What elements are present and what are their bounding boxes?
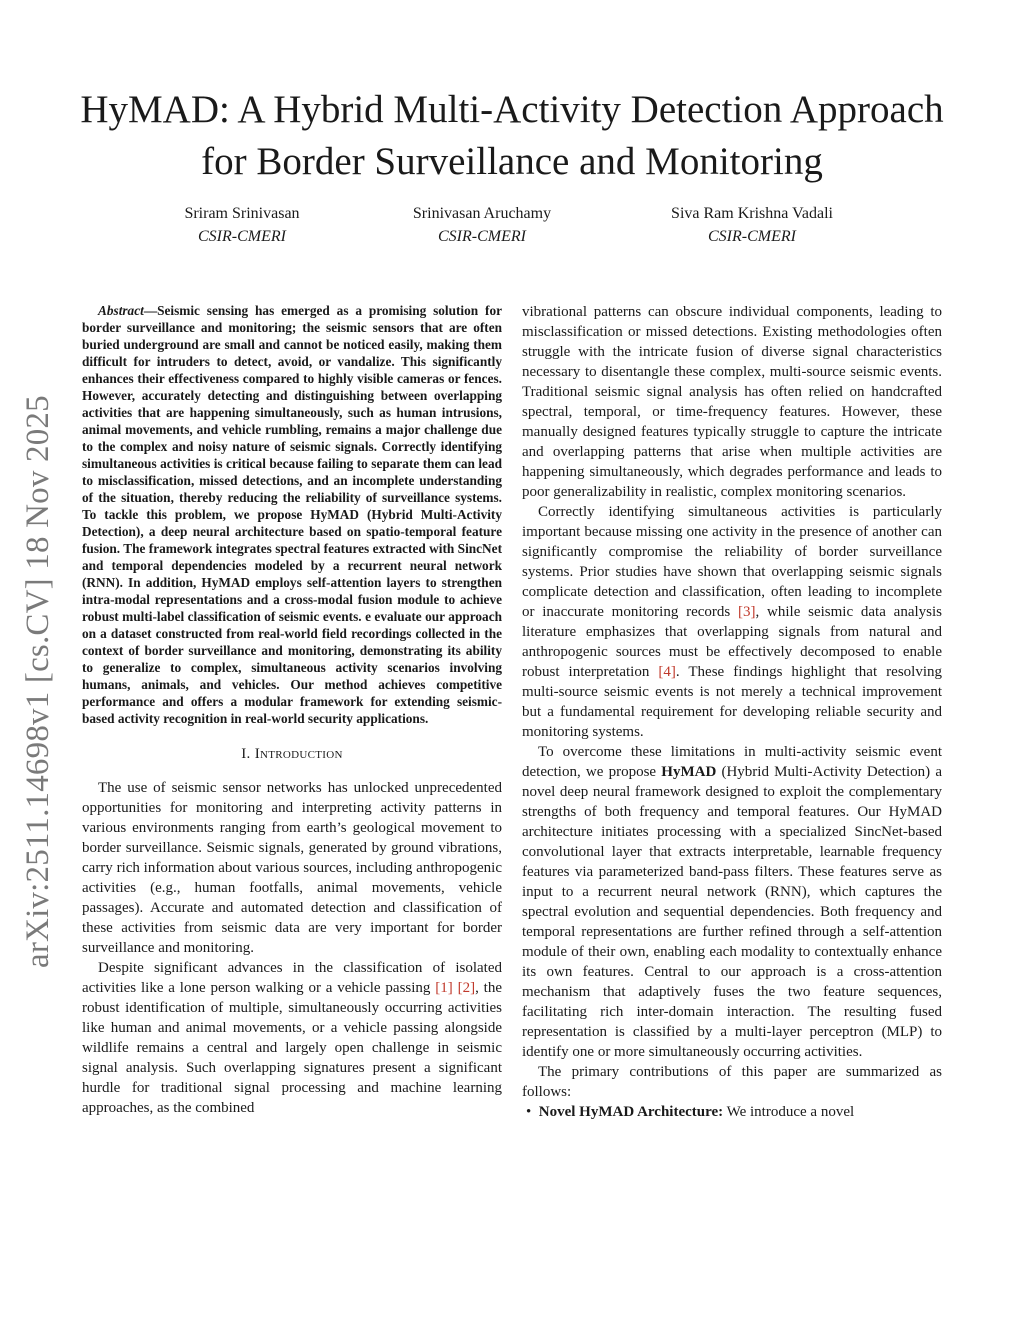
bullet-dot-icon: • <box>526 1104 539 1120</box>
paragraph-text: Despite significant advances in the classification of isolated activities like a lone person walking or a vehicle passing <box>82 960 502 996</box>
section-heading <box>82 744 502 764</box>
author-affiliation: CSIR-CMERI <box>708 228 796 245</box>
abstract-text: —Seismic sensing has emerged as a promising solution for border surveillance and monitoring; the seismic sensors that are often buried underground are small and cannot be noticed easily, making them difficult for intruders to detect, avoid, or vandalize. This significantly enhances their effectiveness compared to highly visible cameras or fences. However, accurately detecting and distinguishing between overlapping activities that are happening simultaneously, such as human intrusions, animal movements, and vehicle rumbling, remains a major challenge due to the complex and noisy nature of seismic signals. Correctly identifying simultaneous activities is critical because failing to separate them can lead to misclassification, missed detections, and an incomplete understanding of the situation, thereby reducing the reliability of surveillance systems. To tackle this problem, we propose HyMAD (Hybrid Multi-Activity Detection), a deep neural architecture based on spatio-temporal feature fusion. The framework integrates spectral features extracted with SincNet and temporal dependencies modeled by a recurrent neural network (RNN). In addition, HyMAD employs self-attention layers to strengthen intra-modal representations and a cross-modal fusion module to achieve robust multi-label classification of seismic events. e evaluate our approach on a dataset constructed from real-world field recordings collected in the context of border surveillance and monitoring, demonstrating its ability to generalize to complex, simultaneous activity scenarios involving humans, animals, and vehicles. Our method achieves competitive performance and offers a modular framework for extending seismic-based activity recognition in real-world security applications. <box>82 303 502 726</box>
intro-paragraph-3: vibrational patterns can obscure individual components, leading to misclassification or missed detections. Existing methodologies often struggle with the intricate fusion of diverse signal characteristics necessary to disentangle these complex, multi-source seismic events. Traditional seismic signal analysis has often relied on handcrafted spectral, temporal, or time-frequency features. However, these manually designed features typically struggle to capture the intricate and overlapping patterns that arise when multiple activities are happening simultaneously, which degrades performance and leads to poor generalizability in realistic, complex monitoring scenarios. <box>522 304 942 500</box>
intro-paragraph-1: The use of seismic sensor networks has unlocked unprecedented opportunities for monitoring and interpreting activity patterns in various environments ranging from earth’s geological movement to border surveillance. Seismic signals, generated by ground vibrations, carry rich information about various sources, including anthropogenic activities (e.g., human footfalls, animal movements, vehicle passages). Accurate and automated detection and classification of these activities from seismic data are very important for border surveillance and monitoring. <box>82 780 502 956</box>
author-name: Sriram Srinivasan <box>184 205 300 222</box>
intro-paragraph-6: The primary contributions of this paper are summarized as follows: <box>522 1064 942 1100</box>
section-number: I. <box>241 746 251 762</box>
citation-link[interactable]: [3] <box>738 604 756 620</box>
method-name: HyMAD <box>661 764 717 780</box>
author-block <box>0 202 1024 252</box>
citation-link[interactable]: [2] <box>457 980 476 996</box>
paragraph-text: , the robust identification of multiple, simultaneously occurring activities like human and animal movements, or a vehicle passing alongside wildlife remains a central and largely open challenge in seismic signal analysis. Such overlapping signatures present a significant hurdle for traditional signal processing and machine learning approaches, as the combined <box>82 980 503 1116</box>
intro-paragraph-2 <box>82 958 502 1118</box>
author-affiliation: CSIR-CMERI <box>198 228 286 245</box>
paragraph-text: To overcome these limitations in multi-activity seismic event detection, we propose <box>522 744 942 780</box>
intro-paragraph-5 <box>522 742 942 1062</box>
author-affiliation: CSIR-CMERI <box>438 228 526 245</box>
bullet-label: Novel HyMAD Architecture: <box>538 1104 724 1120</box>
author-2 <box>352 202 612 248</box>
author-name: Siva Ram Krishna Vadali <box>671 205 833 222</box>
paper-title: HyMAD: A Hybrid Multi-Activity Detection Approach for Border Surveillance and Monitoring <box>80 88 944 183</box>
abstract <box>82 302 502 727</box>
citation-link[interactable]: [1] <box>435 980 453 996</box>
section-title: Introduction <box>254 746 343 762</box>
right-column <box>522 302 942 1122</box>
contribution-bullet <box>526 1102 942 1122</box>
paragraph-text: . These findings highlight that resolving multi-source seismic events is not merely a technical improvement but a fundamental requirement for developing reliable security and monitoring systems. <box>522 664 942 740</box>
arxiv-identifier: arXiv:2511.14698v1 [cs.CV] 18 Nov 2025 <box>20 395 56 968</box>
author-3 <box>622 202 882 248</box>
author-1 <box>112 202 372 248</box>
abstract-label: Abstract <box>98 303 144 318</box>
paragraph-text: (Hybrid Multi-Activity Detection) a novel deep neural framework designed to exploit the complementary strengths of both frequency and temporal features. Our HyMAD architecture initiates processing with a specialized SincNet-based convolutional layer that extracts interpretable, learnable frequency features via parameterized band-pass filters. These features serve as input to a recurrent neural network (RNN), which captures the spectral evolution and sequential dependencies. Both frequency and temporal representations are further refined through a self-attention module of their own, enabling each modality to contextually enhance its own features. Central to our approach is a cross-attention mechanism that adaptively fuses the two feature sequences, facilitating rich inter-domain interaction. The resulting fused representation is classified by a multi-layer perceptron (MLP) to identify one or more simultaneously occurring activities. <box>522 764 942 1060</box>
paragraph-text: , while seismic data analysis literature emphasizes that overlapping signals from natural and anthropogenic sources must be effectively decomposed to enable robust interpretation <box>522 604 942 680</box>
left-column <box>82 302 502 1118</box>
citation-link[interactable]: [4] <box>658 664 676 680</box>
bullet-text: We introduce a novel <box>723 1104 855 1120</box>
author-name: Srinivasan Aruchamy <box>412 205 552 222</box>
intro-paragraph-4 <box>522 502 942 742</box>
paragraph-text: Correctly identifying simultaneous activities is particularly important because missing one activity in the presence of another can significantly compromise the reliability of border surveillance systems. Prior studies have shown that overlapping seismic signals complicate detection and classification, often leading to incomplete or inaccurate monitoring records <box>522 504 942 620</box>
